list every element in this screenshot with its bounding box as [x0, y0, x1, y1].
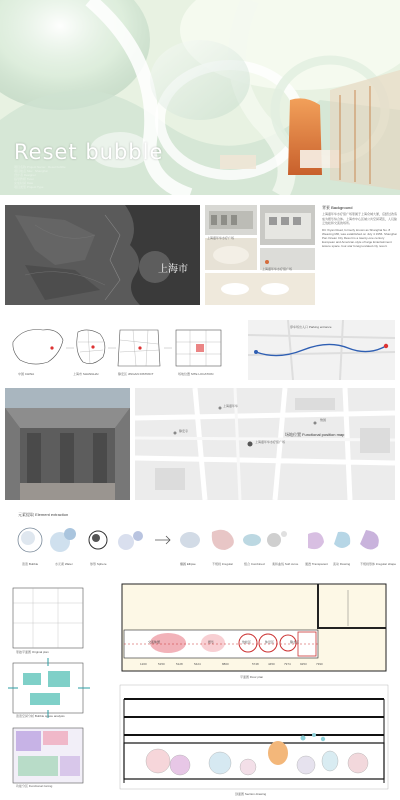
functional-plan-label: 功能分区 Functional zoning [16, 784, 53, 788]
floor-plan-label: 平面图 Floor plan [240, 675, 264, 679]
photo-collage [205, 205, 315, 305]
poi-label: 豫园 [320, 418, 327, 422]
project-meta [14, 165, 94, 189]
map-graphic [5, 205, 200, 305]
meta-line: 项目地点 Site：Shanghai [14, 169, 48, 173]
element-label: 不规则 Irregular [212, 562, 234, 566]
element-label: 球形 Sphere [90, 562, 107, 566]
parking-route-map [248, 320, 395, 380]
hero-render [0, 0, 400, 195]
zone-label: 休息区 [265, 640, 275, 644]
project-title: Reset bubble [14, 140, 164, 164]
photo-caption: 上海嘉年华水疗馆广场 [262, 267, 293, 271]
map-label: 静安区 JINGAN DISTRICT [118, 372, 154, 376]
dimension: 5424 [194, 662, 201, 666]
original-plan-label: 原始平面图 Original plan [16, 650, 49, 654]
location-map-sequence [8, 322, 243, 377]
street-map [135, 388, 395, 500]
background-section [0, 205, 400, 313]
meta-line: 项目名称 Project Name：Reset bubble [14, 165, 66, 169]
dark-region-map [5, 205, 200, 305]
meta-line: 设计者 Designer [14, 173, 36, 177]
dimension: 8800 [222, 662, 229, 666]
dimension: 7974 [284, 662, 291, 666]
meta-line: 项目类型 Project Type [14, 185, 44, 189]
background-text-cn: 上海嘉年华水疗馆广场原属于上海众城大厦，后经过改造成为娱乐综合体。上海市中心区域公共空间紧张，人们缺乏放松和交流的场所。 [322, 212, 398, 225]
poi-label: 上海嘉年华 [223, 404, 239, 408]
zone-label: 放松区 [242, 640, 252, 644]
meta-line: 完成时间 Date [14, 181, 34, 185]
dimension: 5128 [176, 662, 183, 666]
map-label: 上海市 SHANGHAI [73, 372, 99, 376]
interior-photo [5, 388, 130, 500]
background-title: 背景 Background [322, 205, 353, 210]
site-map-label: 场地位置 Functional position map [285, 432, 345, 437]
dimension: 4450 [268, 662, 275, 666]
map-label: 场地位置 SITE LOCATION [178, 372, 214, 376]
elements-title: 元素提取 Element extraction [18, 512, 69, 517]
bubble-plan-label: 泡泡空间分析 Bubble space analysis [16, 714, 65, 718]
element-label: 水元素 Water [55, 562, 73, 566]
dimension: 1200 [140, 662, 147, 666]
city-label: 上海市 [158, 264, 188, 275]
site-location-map [135, 388, 395, 500]
floor-plan [118, 580, 390, 675]
background-text [322, 205, 398, 248]
section-label: 剖面图 Section drawing [235, 792, 267, 796]
element-label: 通透 Transparent [305, 562, 328, 566]
dimension: 5150 [158, 662, 165, 666]
location-maps-section [0, 320, 400, 382]
element-icons [10, 520, 400, 560]
zone-label: 静态区 [290, 640, 300, 644]
element-label: 椭圆 Ellipse [180, 562, 196, 566]
element-label: 组合 Combined [244, 562, 265, 566]
parking-label: 停车场出入口 Parking entrance [290, 325, 332, 329]
background-text-en: DC Xiyan Road, formerly known as Shanghai No. 8 Weaving Mill, was established on July 4 1956. Shanghai Pan Ocean City Resort is a twenty-one century European and American-style of large Entertainment leisure space. four-star foreign-related city resort. [322, 227, 397, 248]
dimension: 5748 [252, 662, 259, 666]
element-label: 泡泡 Bubble [22, 562, 39, 566]
section-drawing [118, 683, 390, 791]
poi-label: 上海嘉年华水疗馆广场 [255, 440, 286, 444]
element-label: 不规则形体 Irregular shape [360, 562, 397, 566]
zone-label: 娱乐 [208, 640, 215, 644]
poi-label: 静安寺 [179, 429, 189, 433]
dimension: 7390 [316, 662, 323, 666]
site-section [0, 388, 400, 506]
map-label: 中国 CHINA [18, 372, 35, 376]
meta-line: 指导教师 Tutor [14, 177, 34, 181]
photo-caption: 上海嘉年华水疗广场 [207, 236, 235, 240]
site-photos [205, 205, 315, 305]
atrium-photo [5, 388, 130, 500]
element-label: 柔和曲线 Soft curve [272, 562, 299, 566]
element-label: 流动 Flowing [333, 562, 351, 566]
element-extraction-section [0, 512, 400, 572]
dimension: 9253 [300, 662, 307, 666]
plans-section [0, 578, 400, 800]
plan-diagrams [8, 578, 103, 798]
zone-label: 交流休憩 [148, 640, 161, 644]
